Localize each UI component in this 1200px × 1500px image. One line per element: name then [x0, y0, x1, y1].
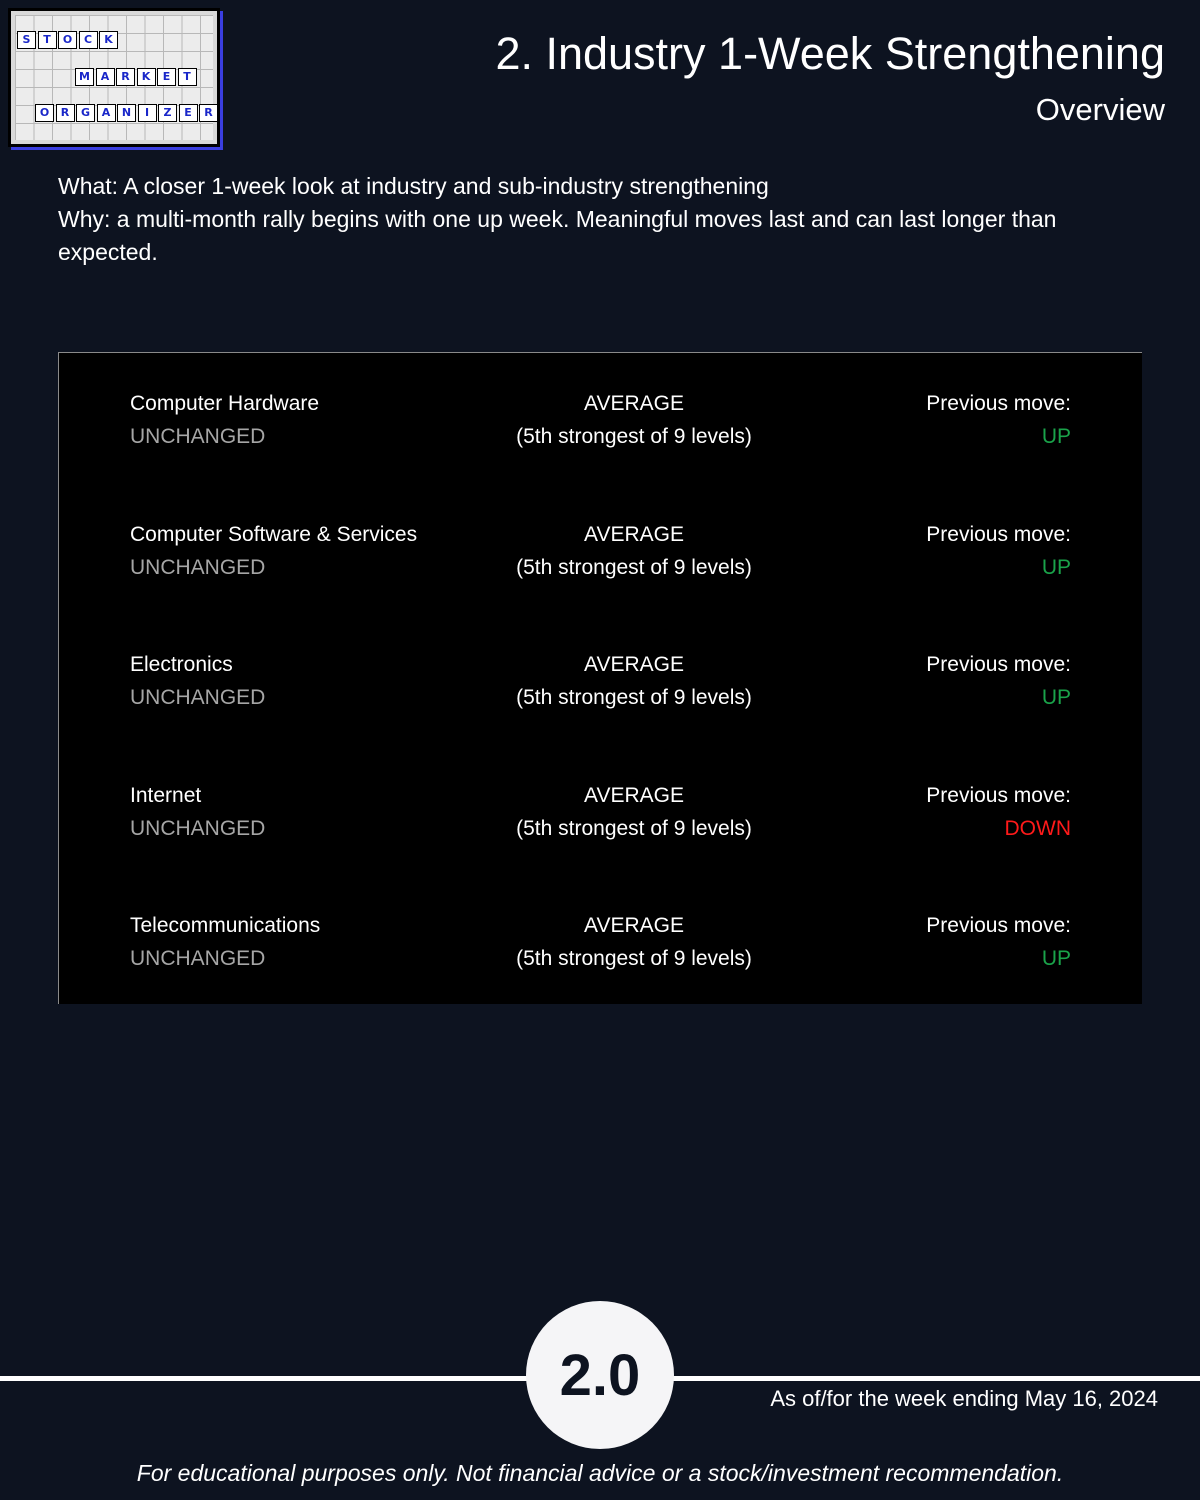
- industry-row: [59, 648, 1143, 718]
- logo-letter: M: [75, 68, 94, 86]
- industry-name: Computer Hardware: [130, 392, 320, 415]
- strength-level: AVERAGE: [584, 392, 684, 415]
- industry-name: Telecommunications: [130, 914, 321, 937]
- logo-letter: R: [199, 104, 218, 122]
- previous-move-label: Previous move:: [926, 392, 1071, 415]
- industry-name: Electronics: [130, 653, 233, 676]
- logo-letter: O: [35, 104, 54, 122]
- industry-name: Internet: [130, 784, 202, 807]
- previous-move-value: DOWN: [1004, 817, 1071, 840]
- previous-move-value: UP: [1041, 686, 1071, 709]
- logo-word-stock: [17, 31, 120, 49]
- previous-move-label: Previous move:: [926, 653, 1071, 676]
- strength-level: AVERAGE: [584, 523, 684, 546]
- logo-letter: O: [58, 31, 77, 49]
- logo-letter: Z: [158, 104, 177, 122]
- previous-move-label: Previous move:: [926, 523, 1071, 546]
- industry-status: UNCHANGED: [130, 686, 266, 709]
- strength-rank: (5th strongest of 9 levels): [516, 556, 752, 579]
- logo-letter: E: [179, 104, 198, 122]
- strength-rank: (5th strongest of 9 levels): [516, 817, 752, 840]
- previous-move-value: UP: [1041, 556, 1071, 579]
- previous-move-label: Previous move:: [926, 914, 1071, 937]
- industry-status: UNCHANGED: [130, 947, 266, 970]
- strength-rank: (5th strongest of 9 levels): [516, 947, 752, 970]
- logo-letter: C: [79, 31, 98, 49]
- industry-status: UNCHANGED: [130, 556, 266, 579]
- logo-letter: A: [97, 104, 116, 122]
- logo-word-organizer: [35, 104, 220, 122]
- industry-row: [59, 909, 1143, 979]
- industry-panel: [58, 352, 1142, 1004]
- previous-move-value: UP: [1041, 947, 1071, 970]
- page-subtitle: Overview: [1035, 92, 1165, 127]
- section-number-badge: 2.0: [526, 1301, 674, 1449]
- intro-what: What: A closer 1-week look at industry and sub-industry strengthening: [58, 173, 769, 199]
- intro-text: [58, 170, 1148, 269]
- previous-move-label: Previous move:: [926, 784, 1071, 807]
- industry-status: UNCHANGED: [130, 425, 266, 448]
- logo-letter: R: [116, 68, 135, 86]
- disclaimer: For educational purposes only. Not financial advice or a stock/investment recommendation.: [136, 1460, 1064, 1486]
- logo-letter: N: [117, 104, 136, 122]
- intro-why: Why: a multi-month rally begins with one up week. Meaningful moves last and can last longer than expected.: [58, 206, 1057, 265]
- industry-row: [59, 387, 1143, 457]
- logo-letter: T: [38, 31, 57, 49]
- logo-letter: A: [96, 68, 115, 86]
- strength-level: AVERAGE: [584, 914, 684, 937]
- industry-name: Computer Software & Services: [130, 523, 418, 546]
- logo-letter: K: [99, 31, 118, 49]
- previous-move-value: UP: [1041, 425, 1071, 448]
- logo-letter: G: [76, 104, 95, 122]
- industry-status: UNCHANGED: [130, 817, 266, 840]
- logo-letter: I: [138, 104, 157, 122]
- strength-level: AVERAGE: [584, 653, 684, 676]
- logo-letter: E: [157, 68, 176, 86]
- strength-rank: (5th strongest of 9 levels): [516, 425, 752, 448]
- stock-market-organizer-logo: [8, 8, 220, 147]
- strength-rank: (5th strongest of 9 levels): [516, 686, 752, 709]
- logo-letter: K: [137, 68, 156, 86]
- strength-level: AVERAGE: [584, 784, 684, 807]
- page-title: 2. Industry 1-Week Strengthening: [495, 28, 1165, 79]
- logo-word-market: [75, 68, 198, 86]
- industry-row: [59, 779, 1143, 849]
- logo-letter: S: [17, 31, 36, 49]
- industry-row: [59, 518, 1143, 588]
- logo-letter: R: [56, 104, 75, 122]
- as-of-date: As of/for the week ending May 16, 2024: [770, 1386, 1158, 1411]
- logo-letter: T: [178, 68, 197, 86]
